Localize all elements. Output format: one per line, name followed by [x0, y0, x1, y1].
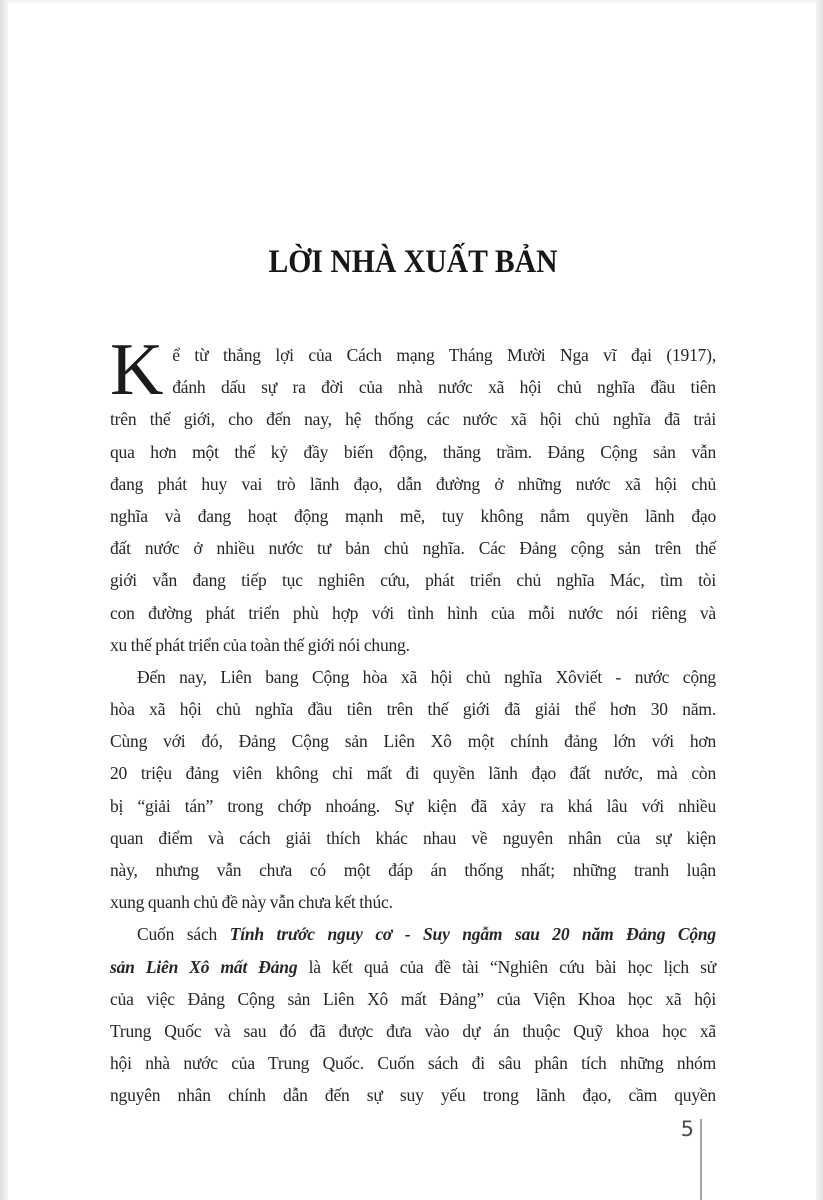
text-line: Trung Quốc và sau đó đã được đưa vào dự án thuộc Quỹ khoa học xã [110, 1020, 716, 1041]
text-line: hòa xã hội chủ nghĩa đầu tiên trên thế giới đã giải thể hơn 30 năm. [110, 699, 716, 720]
text-line: giới vẫn đang tiếp tục nghiên cứu, phát triển chủ nghĩa Mác, tìm tòi [110, 570, 716, 591]
body-text [110, 329, 716, 1112]
paragraph-1 [110, 329, 716, 661]
page-number: 5 [680, 1117, 694, 1141]
text-segment: là kết quả của đề tài “Nghiên cứu bài học lịch sử [297, 956, 716, 977]
book-title-segment: Tính trước nguy cơ - Suy ngẫm sau 20 năm Đảng Cộng [229, 924, 716, 945]
page-edge-right [816, 0, 823, 1200]
text-line: xu thế phát triển của toàn thế giới nói chung. [110, 634, 410, 655]
paragraph-3 [110, 918, 716, 1111]
text-line [110, 918, 716, 950]
paragraph-2 [110, 661, 716, 919]
text-line: này, nhưng vẫn chưa có một đáp án thống nhất; những tranh luận [110, 860, 716, 880]
page-edge-left [0, 0, 8, 1200]
text-segment: Cuốn sách [137, 924, 230, 945]
page-edge-top [0, 0, 823, 4]
book-title-segment: sản Liên Xô mất Đảng [110, 956, 298, 977]
text-line: xung quanh chủ đề này vẫn chưa kết thúc. [110, 892, 393, 913]
text-line: Đến nay, Liên bang Cộng hòa xã hội chủ nghĩa Xôviết - nước cộng [137, 666, 716, 687]
text-line [110, 951, 716, 983]
text-line: đất nước ở nhiều nước tư bản chủ nghĩa. Các Đảng cộng sản trên thế [110, 538, 716, 559]
text-line: của việc Đảng Cộng sản Liên Xô mất Đảng” của Viện Khoa học xã hội [110, 988, 716, 1009]
text-line: con đường phát triển phù hợp với tình hình của mỗi nước nói riêng và [110, 602, 716, 623]
page-number-divider [700, 1119, 702, 1200]
text-line: đánh dấu sự ra đời của nhà nước xã hội chủ nghĩa đầu tiên [172, 377, 716, 398]
text-line: 20 triệu đảng viên không chỉ mất đi quyền lãnh đạo đất nước, mà còn [110, 763, 716, 784]
drop-cap: K [110, 329, 164, 411]
text-line: hội nhà nước của Trung Quốc. Cuốn sách đi sâu phân tích những nhóm [110, 1053, 716, 1074]
text-line: nghĩa và đang hoạt động mạnh mẽ, tuy không nắm quyền lãnh đạo [110, 505, 716, 526]
text-line: bị “giải tán” trong chớp nhoáng. Sự kiện đã xảy ra khá lâu với nhiều [110, 795, 716, 816]
text-line: qua hơn một thế kỷ đầy biến động, thăng trầm. Đảng Cộng sản vẫn [110, 441, 716, 462]
page-title: LỜI NHÀ XUẤT BẢN [268, 244, 558, 280]
text-line: quan điểm và cách giải thích khác nhau về nguyên nhân của sự kiện [110, 827, 716, 848]
text-line: ể từ thắng lợi của Cách mạng Tháng Mười Nga vĩ đại (1917), [172, 345, 716, 365]
text-line: nguyên nhân chính dẫn đến sự suy yếu trong lãnh đạo, cầm quyền [110, 1085, 716, 1106]
text-line: Cùng với đó, Đảng Cộng sản Liên Xô một chính đảng lớn với hơn [110, 731, 716, 752]
text-line: đang phát huy vai trò lãnh đạo, dẫn đường ở những nước xã hội chủ [110, 473, 716, 494]
text-line: trên thế giới, cho đến nay, hệ thống các nước xã hội chủ nghĩa đã trải [110, 409, 716, 430]
